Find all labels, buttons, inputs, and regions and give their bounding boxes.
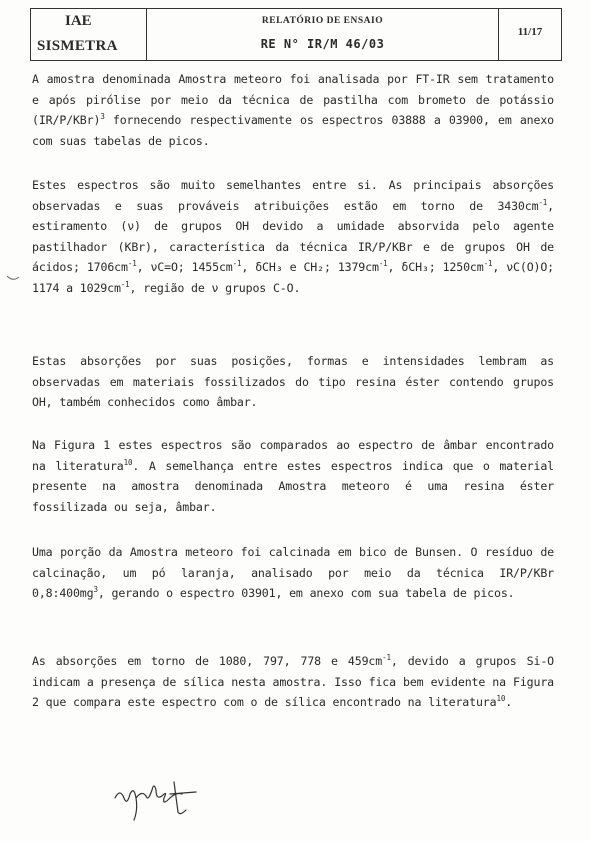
paragraph-amber-similarity: Estas absorções por suas posições, formas e intensidades lembram as observadas em materiais fossilizados do tipo resina éster contendo grupos OH, também conhecidos como âmbar. <box>32 354 554 409</box>
paragraph-absorptions: Estes espectros são muito semelhantes entre si. As principais absorções observadas e suas prováveis atribuições estão em torno de $3430cm^{-1}$, estiramento (ν) de grupos OH devido a umidade absorvida pelo agente pastilhador (KBr), característica da técnica IR/P/KBr e de grupos OH de ácidos; $1706cm^{-1}$, νC=O; $1455cm^{-1}$, δCH₃ e CH₂; $1379cm^{-1}$, δCH₃; $1250cm^{-1}$, νC(O)O; 1174 a $1029cm^{-1}$, região de ν grupos C-O. <box>32 178 555 295</box>
organization-cell <box>31 9 147 60</box>
paragraph-silica: As absorções em torno de 1080, 797, 778 e $459cm^{-1}$, devido a grupos Si-O indicam a presença de sílica nesta amostra. Isso fica bem evidente na Figura 2 que compara este espectro com o de sílica encontrado na literatura$^{10}$. <box>32 653 554 709</box>
paragraph-sample-analysis: A amostra denominada Amostra meteoro foi analisada por FT-IR sem tratamento e após pirólise por meio da técnica de pastilha com brometo de potássio $(IR/P/KBr)^3$ fornecendo respectivamente os espectros 03888 a 03900, em anexo com suas tabelas de picos. <box>32 72 554 148</box>
document-reference: RE N° IR/M 46/03 <box>260 37 385 51</box>
margin-mark <box>6 274 20 282</box>
page-number: 11/17 <box>517 26 543 38</box>
page-number-cell <box>499 9 561 60</box>
document-title-cell <box>147 9 499 60</box>
document-title: RELATÓRIO DE ENSAIO <box>261 16 384 26</box>
report-header <box>30 8 562 61</box>
paragraph-calcination: Uma porção da Amostra meteoro foi calcinada em bico de Bunsen. O resíduo de calcinação, um pó laranja, analisado por meio da técnica IR/P/KBr $0,8:400mg^3$, gerando o espectro 03901, em anexo com sua tabela de picos. <box>32 545 554 600</box>
organization-name: IAE <box>65 13 92 29</box>
paragraph-figure-1: Na Figura 1 estes espectros são comparados ao espectro de âmbar encontrado na literatura$^{10}$. A semelhança entre estes espectros indica que o material presente na amostra denominada Amostra meteoro é uma resina éster fossilizada ou seja, âmbar. <box>32 438 554 514</box>
organization-subname: SISMETRA <box>37 38 118 54</box>
handwritten-signature <box>112 776 222 826</box>
